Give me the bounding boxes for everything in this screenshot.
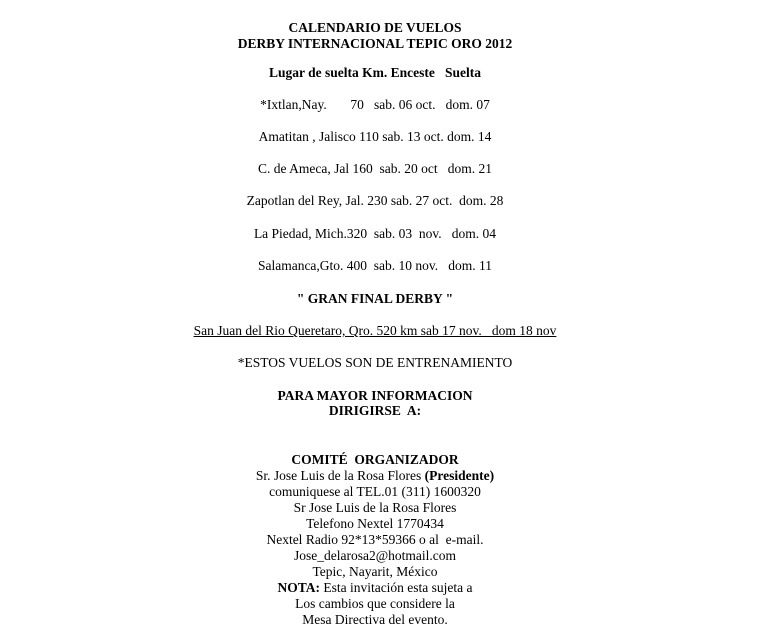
- flight-row-amatitan: Amatitan , Jalisco 110 sab. 13 oct. dom. 14: [258, 129, 492, 144]
- president-line: [0, 468, 750, 483]
- nota-line-2: Los cambios que considere la: [295, 596, 455, 611]
- president-role: (Presidente): [424, 468, 495, 483]
- final-detail: San Juan del Rio Queretaro, Qro. 520 km sab 17 nov. dom 18 nov: [193, 323, 557, 338]
- title-line-2: DERBY INTERNACIONAL TEPIC ORO 2012: [237, 36, 513, 51]
- flight-row-salamanca: Salamanca,Gto. 400 sab. 10 nov. dom. 11: [257, 258, 493, 273]
- nota-label: NOTA:: [277, 580, 320, 595]
- email-line: Jose_delarosa2@hotmail.com: [293, 548, 457, 563]
- flight-row-ameca: C. de Ameca, Jal 160 sab. 20 oct dom. 21: [258, 161, 492, 176]
- nota-text: Esta invitación esta sujeta a: [319, 580, 473, 595]
- final-heading: " GRAN FINAL DERBY ": [296, 291, 454, 306]
- president-name: Sr. Jose Luis de la Rosa Flores: [255, 468, 425, 483]
- nota-line-3: Mesa Directiva del evento.: [302, 612, 448, 627]
- nextel-line: Telefono Nextel 1770434: [306, 516, 444, 531]
- radio-line: Nextel Radio 92*13*59366 o al e-mail.: [266, 532, 484, 547]
- training-note: *ESTOS VUELOS SON DE ENTRENAMIENTO: [237, 355, 513, 370]
- contact-name: Sr Jose Luis de la Rosa Flores: [293, 500, 457, 515]
- column-headings: Lugar de suelta Km. Enceste Suelta: [269, 65, 481, 80]
- info-line-1: PARA MAYOR INFORMACION: [277, 388, 473, 403]
- flight-row-la-piedad: La Piedad, Mich.320 sab. 03 nov. dom. 04: [253, 226, 497, 241]
- nota-line: [0, 580, 750, 595]
- city-line: Tepic, Nayarit, México: [312, 564, 438, 579]
- phone-line: comuniquese al TEL.01 (311) 1600320: [269, 484, 481, 499]
- flight-row-zapotlan: Zapotlan del Rey, Jal. 230 sab. 27 oct. dom. 28: [246, 193, 504, 208]
- committee-heading: COMITÉ ORGANIZADOR: [291, 452, 459, 467]
- flight-row-ixtlan: *Ixtlan,Nay. 70 sab. 06 oct. dom. 07: [260, 97, 490, 112]
- title-line-1: CALENDARIO DE VUELOS: [288, 20, 462, 35]
- info-line-2: DIRIGIRSE A:: [328, 403, 422, 418]
